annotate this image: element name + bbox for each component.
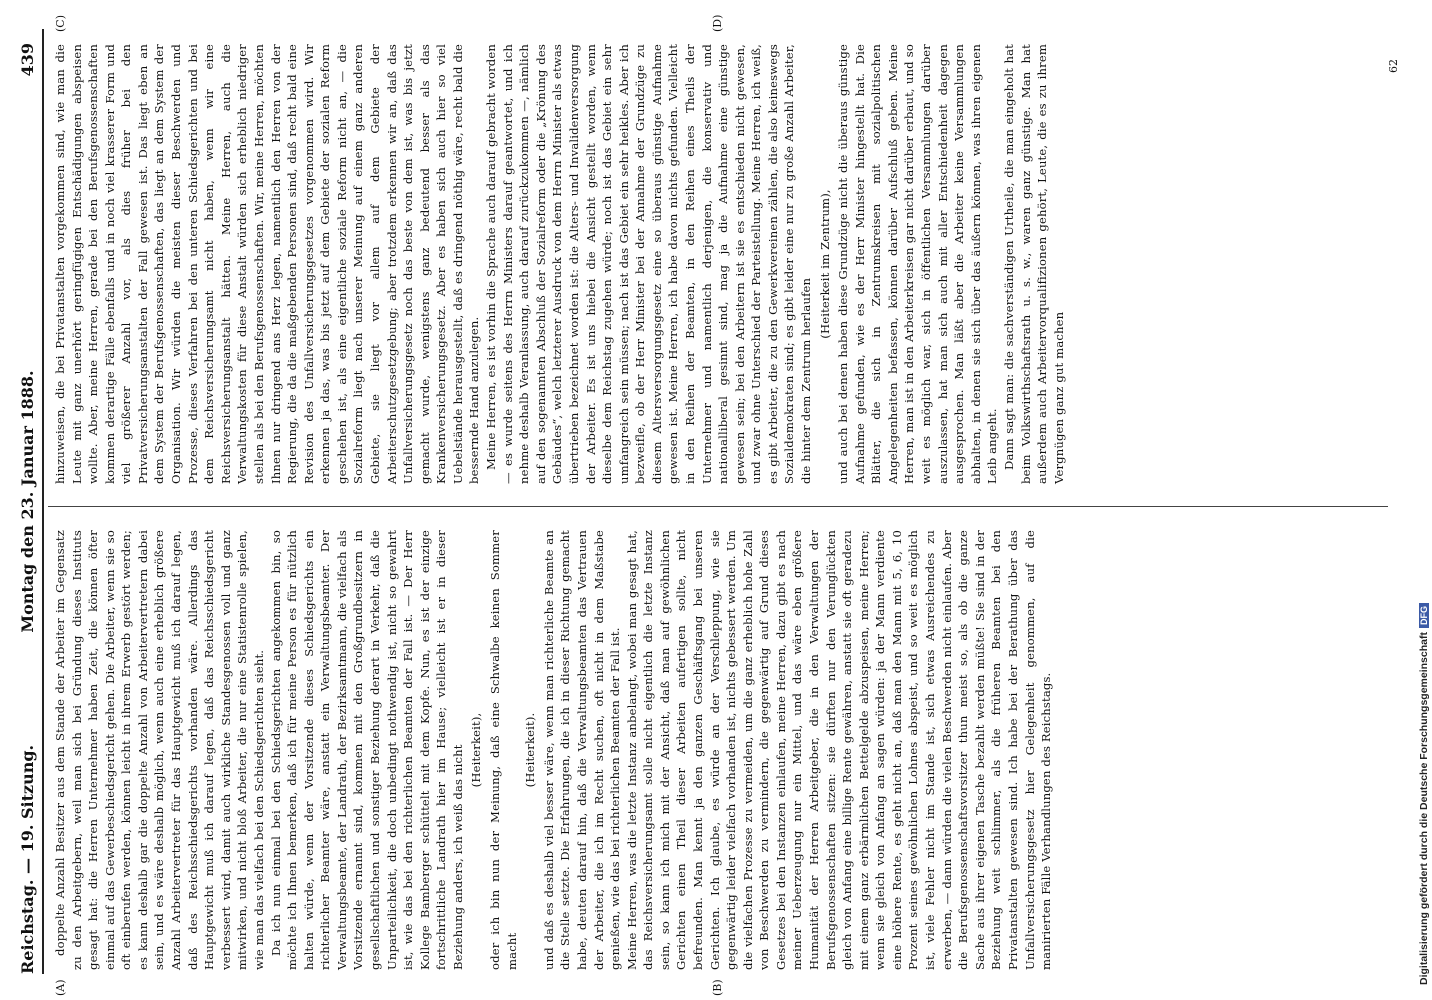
credit-text: Digitalisierung gefördert durch die Deutsche Forschungsgemeinschaft [1418, 632, 1430, 985]
margin-mark-a: (A) [54, 979, 67, 996]
page-header [12, 29, 42, 974]
header-rule [42, 29, 44, 974]
right-column [52, 44, 1067, 484]
paragraph: Dann sagt man: die sachverständigen Urtheile, die man eingeholt hat beim Volkswirthschaftsrath u. s. w., waren ganz günstige. Man hat außerdem auch Arbeitervorqualifizionen gehört, Leute, die es zu ihrem Vergnügen ganz gut machen [1001, 44, 1066, 484]
rotated-page [6, 14, 1406, 996]
paragraph: und auch bei denen haben diese Grundzüge nicht die überaus günstige Aufnahme gefunden, wie es der Herr Minister hingestellt hat. Die Blätter, die sich in Zentrumskreisen mit sozialpolitischen Angelegenheiten befassen, können darüber Aufschluß geben. Meine Herren, man ist in den Arbeiterkreisen gar nicht darüber erbaut, und so weit es möglich war, sich in öffentlichen Versammlungen darüber auszulassen, hat man sich auch mit aller Entschiedenheit dagegen ausgesprochen. Man läßt aber die Arbeiter keine Versammlungen abhalten, in denen sie sich über das äußern können, was ihren eigenen Leib angeht. [836, 44, 1000, 484]
left-column [52, 530, 1055, 970]
paragraph: Meine Herren, was die letzte Instanz anbelangt, wobei man gesagt hat, das Reichsversicherungsamt solle nicht eigentlich die letzte Instanz sein, so kann ich mich mit der Ansicht, daß man auf gewöhnlichen Gerichten einen Theil dieser Arbeiten aufertigen sollte, nicht befreunden. Man kennt ja den ganzen Geschäftsgang bei unseren Gerichten. Ich glaube, es würde an der Verschleppung, wie sie gegenwärtig leider vielfach vorhanden ist, nichts gebessert werden. Um die vielfachen Prozesse zu vermeiden, um die ganz erheblich hohe Zahl von Beschwerden zu vermindern, die gegenwärtig auf Grund dieses Gesetzes bei den Instanzen einlaufen, meine Herren, dazu gibt es nach meiner Ueberzeugung nur ein Mittel, und das wäre eben größere Humanität der Herren Arbeitgeber, die in den Verwaltungen der Berufsgenossenschaften sitzen: sie dürften nur den Verunglückten gleich von Anfang eine billige Rente gewähren, anstatt sie oft geradezu mit einem ganz erbärmlichen Bettelgelde abzuspeisen, meine Herren; wenn sie gleich von Anfang an sagen würden: ja der Mann verdiente eine höhere Rente, es geht nicht an, daß man den Mann mit 5, 6, 10 Prozent seines gewöhnlichen Lohnes abspeist, und so weit es möglich ist, viele Fehler nicht im Stande ist, sich etwas Ausreichendes zu erwerben, — dann würden die vielen Beschwerden nicht einlaufen. Aber die Berufsgenossenschaftsvorsitzer thun meist so, als ob die ganze Sache aus ihrer eigenen Tasche bezahlt werden müßte! Sie sind in der Beziehung weit schlimmer, als die früheren Beamten bei den Privatanstalten gewesen sind. Ich habe bei der Berathung über das Unfallversicherungsgesetz hier Gelegenheit genommen, auf die manirierten Fälle Verhandlungen des Reichstags. [624, 530, 1054, 970]
page-number: 439 [18, 43, 37, 77]
paragraph: (Heiterkeit), [469, 712, 484, 788]
column-divider [48, 506, 1388, 507]
paragraph: und daß es deshalb viel besser wäre, wenn man richterliche Beamte an die Stelle setzte. Die Erfahrungen, die ich in dieser Richtung gemacht habe, deuten darauf hin, daß die Verwaltungsbeamten das Vertrauen der Arbeiter, die ich im Recht suchen, oft nicht in dem Maßstabe genießen, wie das bei richterlichen Beamten der Fall ist. [541, 530, 623, 970]
paragraph: oder ich bin nun der Meinung, daß eine Schwalbe keinen Sommer macht [488, 530, 519, 970]
paragraph: (Heiterkeit im Zentrum), [817, 189, 832, 339]
header-date: Montag den 23. Januar 1888. [18, 370, 37, 633]
margin-mark-d: (D) [711, 14, 724, 32]
digitization-credit [1418, 5, 1432, 985]
paragraph: (Heiterkeit). [523, 712, 538, 788]
header-session: Reichstag. — 19. Sitzung. [18, 744, 37, 974]
paragraph: Meine Herren, es ist vorhin die Sprache auch darauf gebracht worden — es wurde seitens des Herrn Ministers darauf geantwortet, und ich nehme deshalb Veranlassung, auch darauf zurückzukommen —, nämlich auf den sogenannten Abschluß der Sozialreform oder die „Krönung des Gebäudes“, welch letzterer Ausdruck von dem Herrn Minister als etwas übertrieben bezeichnet worden ist: die Alters- und Invalidenversorgung der Arbeiter. Es ist uns hiebei die Ansicht gestellt worden, wenn dieselbe dem Reichstag zugehen würde; noch ist das Gebiet ein sehr umfangreich sein müssen; nach ist das Gebiet ein sehr heikles. Aber ich bezweifle, ob der Herr Minister bei der Annahme der Grundzüge zu diesem Altersversorgungsgesetz eine so überaus günstige Aufnahme gewesen ist. Meine Herren, ich habe davon nichts gefunden. Vielleicht in den Reihen der Beamten, in den Reihen eines Theils der Unternehmer und namentlich derjenigen, die konservativ und nationalliberal gesinnt sind, mag ja die Aufnahme eine günstige gewesen sein; bei den Arbeitern ist sie es entschieden nicht gewesen, und zwar ohne Unterschied der Parteistellung. Meine Herren, ich weiß, es gibt Arbeiter, die zu den Gewerkvereinen zählen, die also keineswegs Sozialdemokraten sind; es gibt leider eine nur zu große Anzahl Arbeiter, die hinter dem Zentrum herlaufen [484, 44, 814, 484]
page-signature: 62 [1387, 59, 1400, 73]
paragraph: Da ich nun einmal bei den Schiedsgerichten angekommen bin, so möchte ich Ihnen bemerken, daß ich für meine Person es für nützlich halten würde, wenn der Vorsitzende dieses Schiedsgerichts ein richterlicher Beamter wäre, anstatt ein Verwaltungsbeamter. Der Verwaltungsbeamte, der Landrath, der Bezirksamtmann, die vielfach als Vorsitzende ernannt sind, kommen mit den Großgrundbesitzern in gesellschaftlichen und sonstiger Beziehung derart in Verkehr, daß die Unparteilichkeit, die doch unbedingt nothwendig ist, nicht so gewahrt ist, wie das bei den richterlichen Beamten der Fall ist. — Der Herr Kollege Bamberger schüttelt mit dem Kopfe. Nun, es ist der einzige fortschrittliche Landrath hier im Hause; vielleicht ist er in dieser Beziehung anders, ich weiß das nicht [268, 530, 465, 970]
margin-mark-c: (C) [54, 15, 67, 32]
margin-mark-b: (B) [711, 979, 724, 996]
dfg-logo: DFG [1419, 603, 1429, 628]
paragraph: hinzuweisen, die bei Privatanstalten vorgekommen sind, wie man die Leute mit ganz unerhört geringfügigen Entschädigungen abspeisen wollte. Aber, meine Herren, gerade bei den Berufsgenossenschaften kommen derartige Fälle ebenfalls und in noch viel krasserer Form und viel größerer Anzahl vor, als dies früher bei den Privatversicherungsanstalten der Fall gewesen ist. Das liegt eben an dem System der Berufsgenossenschaften, das liegt an dem System der Organisation. Wir würden die meisten dieser Beschwerden und Prozesse, dieses Verfahren bei den unteren Schiedsgerichten und bei dem Reichsversicherungsamt nicht haben, wenn wir eine Reichsversicherungsanstalt hätten. Meine Herren, auch die Verwaltungskosten für diese Anstalt würden sich erheblich niedriger stellen als bei den Berufsgenossenschaften. Wir, meine Herren, möchten Ihnen nur dringend ans Herz legen, namentlich den Herren von der Regierung, die da die maßgebenden Personen sind, daß recht bald eine Revision des Unfallversicherungsgesetzes vorgenommen wird. Wir erkennen ja das, was bis jetzt auf dem Gebiete der sozialen Reform geschehen ist, als eine eigentliche soziale Reform nicht an, — die Sozialreform liegt nach unserer Meinung auf einem ganz anderen Gebiete, sie liegt vor allem auf dem Gebiete der Arbeiterschutzgesetzgebung; aber trotzdem erkennen wir an, daß das Unfallversicherungsgesetz noch das beste von dem ist, was bis jetzt gemacht wurde, wenigstens ganz bedeutend besser als das Krankenversicherungsgesetz. Aber es haben sich auch hier so viel Uebelstände herausgestellt, daß es dringend nöthig wäre, recht bald die bessernde Hand anzulegen. [53, 44, 482, 484]
paragraph: doppelte Anzahl Besitzer aus dem Stande der Arbeiter im Gegensatz zu den Arbeitgebern, weil man sich bei Gründung dieses Instituts gesagt hat: die Herren Unternehmer haben Zeit, die können öfter einmal auf das Gewerbeschiedsgericht gehen. Die Arbeiter, wenn sie so oft einberufen werden, können leicht in ihrem Erwerb gestört werden; es kann deshalb gar die doppelte Anzahl von Arbeitervertretern dabei sein, und es wäre deshalb möglich, wenn auch eine erheblich größere Anzahl Arbeitervertreter für das Hauptgewicht muß ich darauf legen, daß des Reichsschiedsgerichts vorhanden wäre. Allerdings das Hauptgewicht muß ich darauf legen, daß das Reichsschiedsgericht verbessert wird, damit auch wirkliche Standesgenossen voll und ganz mitwirken, und nicht bloß Arbeiter, die nur eine Statistenrolle spielen, wie man das vielfach bei den Schiedsgerichten sieht. [53, 530, 266, 970]
